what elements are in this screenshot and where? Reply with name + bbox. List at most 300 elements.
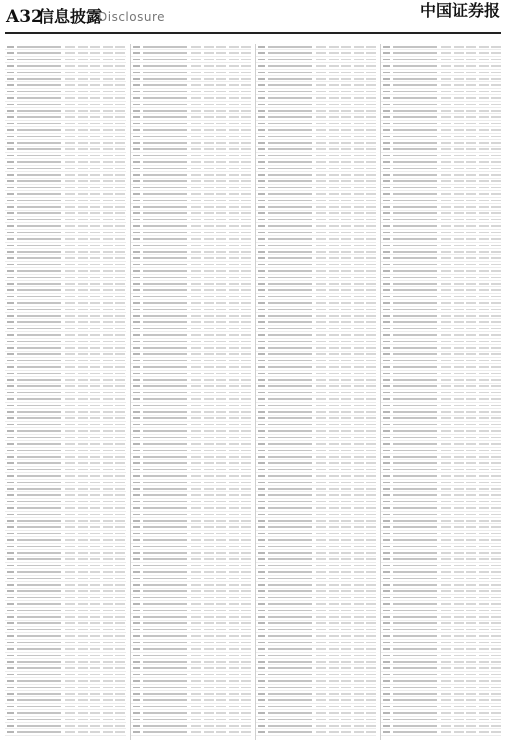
row-cell-placeholder: [229, 225, 239, 227]
row-cell-placeholder: [90, 232, 100, 234]
row-number-placeholder: [383, 341, 390, 343]
row-cell-placeholder: [466, 622, 476, 624]
row-cell-placeholder: [103, 655, 113, 657]
row-number-placeholder: [7, 494, 14, 496]
row-cell-placeholder: [466, 514, 476, 516]
row-cell-placeholder: [366, 72, 376, 74]
row-cell-placeholder: [479, 667, 489, 669]
row-cell-placeholder: [65, 52, 75, 54]
row-cell-placeholder: [115, 725, 125, 727]
row-cell-placeholder: [204, 603, 214, 605]
row-cell-placeholder: [316, 72, 326, 74]
row-name-placeholder: [17, 174, 61, 176]
row-cell-placeholder: [103, 699, 113, 701]
row-cell-placeholder: [191, 546, 201, 548]
row-cell-placeholder: [441, 136, 451, 138]
row-cell-placeholder: [466, 411, 476, 413]
row-name-placeholder: [17, 353, 61, 355]
row-cell-placeholder: [341, 731, 351, 733]
row-cell-placeholder: [341, 174, 351, 176]
row-cell-placeholder: [491, 341, 501, 343]
row-number-placeholder: [133, 373, 140, 375]
row-cell-placeholder: [115, 712, 125, 714]
row-cell-placeholder: [191, 84, 201, 86]
row-cell-placeholder: [115, 78, 125, 80]
row-name-placeholder: [393, 674, 437, 676]
row-cell-placeholder: [115, 520, 125, 522]
row-cell-placeholder: [78, 437, 88, 439]
row-cell-placeholder: [103, 315, 113, 317]
row-cell-placeholder: [115, 289, 125, 291]
row-cell-placeholder: [491, 430, 501, 432]
row-cell-placeholder: [216, 552, 226, 554]
row-cell-placeholder: [241, 469, 251, 471]
row-number-placeholder: [258, 584, 265, 586]
row-cell-placeholder: [65, 405, 75, 407]
row-cell-placeholder: [90, 180, 100, 182]
row-number-placeholder: [133, 104, 140, 106]
row-cell-placeholder: [204, 270, 214, 272]
row-name-placeholder: [17, 494, 61, 496]
row-name-placeholder: [17, 635, 61, 637]
row-name-placeholder: [17, 72, 61, 74]
row-cell-placeholder: [191, 277, 201, 279]
row-cell-placeholder: [341, 687, 351, 689]
row-cell-placeholder: [454, 123, 464, 125]
row-cell-placeholder: [103, 187, 113, 189]
row-cell-placeholder: [366, 84, 376, 86]
row-number-placeholder: [258, 392, 265, 394]
row-cell-placeholder: [103, 520, 113, 522]
row-cell-placeholder: [65, 200, 75, 202]
row-cell-placeholder: [366, 366, 376, 368]
row-name-placeholder: [268, 578, 312, 580]
row-name-placeholder: [393, 462, 437, 464]
row-number-placeholder: [383, 225, 390, 227]
row-name-placeholder: [268, 315, 312, 317]
row-name-placeholder: [393, 629, 437, 631]
row-cell-placeholder: [65, 469, 75, 471]
row-cell-placeholder: [454, 136, 464, 138]
table-column: [255, 44, 376, 740]
row-number-placeholder: [7, 616, 14, 618]
row-number-placeholder: [7, 65, 14, 67]
row-cell-placeholder: [316, 469, 326, 471]
row-cell-placeholder: [216, 635, 226, 637]
row-cell-placeholder: [103, 251, 113, 253]
row-cell-placeholder: [115, 46, 125, 48]
row-cell-placeholder: [103, 385, 113, 387]
row-number-placeholder: [383, 635, 390, 637]
row-cell-placeholder: [241, 373, 251, 375]
row-number-placeholder: [133, 482, 140, 484]
row-cell-placeholder: [115, 667, 125, 669]
row-cell-placeholder: [204, 315, 214, 317]
row-cell-placeholder: [65, 558, 75, 560]
row-number-placeholder: [383, 302, 390, 304]
row-number-placeholder: [383, 328, 390, 330]
row-name-placeholder: [393, 385, 437, 387]
row-number-placeholder: [258, 78, 265, 80]
row-cell-placeholder: [466, 687, 476, 689]
row-cell-placeholder: [341, 277, 351, 279]
row-cell-placeholder: [90, 731, 100, 733]
row-cell-placeholder: [366, 642, 376, 644]
row-cell-placeholder: [229, 424, 239, 426]
row-cell-placeholder: [78, 725, 88, 727]
row-number-placeholder: [258, 494, 265, 496]
row-cell-placeholder: [65, 667, 75, 669]
row-cell-placeholder: [454, 398, 464, 400]
row-cell-placeholder: [329, 104, 339, 106]
row-cell-placeholder: [204, 116, 214, 118]
row-cell-placeholder: [466, 635, 476, 637]
row-cell-placeholder: [466, 674, 476, 676]
row-cell-placeholder: [441, 168, 451, 170]
row-cell-placeholder: [441, 687, 451, 689]
row-name-placeholder: [143, 462, 187, 464]
row-cell-placeholder: [329, 187, 339, 189]
row-cell-placeholder: [441, 283, 451, 285]
row-name-placeholder: [17, 52, 61, 54]
row-cell-placeholder: [479, 155, 489, 157]
row-cell-placeholder: [454, 526, 464, 528]
row-cell-placeholder: [115, 123, 125, 125]
row-cell-placeholder: [341, 238, 351, 240]
row-cell-placeholder: [329, 648, 339, 650]
row-cell-placeholder: [329, 302, 339, 304]
row-cell-placeholder: [78, 526, 88, 528]
row-name-placeholder: [268, 456, 312, 458]
row-cell-placeholder: [216, 655, 226, 657]
row-cell-placeholder: [216, 629, 226, 631]
row-cell-placeholder: [366, 590, 376, 592]
row-cell-placeholder: [454, 283, 464, 285]
row-cell-placeholder: [466, 385, 476, 387]
row-cell-placeholder: [491, 289, 501, 291]
row-cell-placeholder: [204, 725, 214, 727]
row-cell-placeholder: [65, 180, 75, 182]
row-cell-placeholder: [329, 142, 339, 144]
row-cell-placeholder: [329, 680, 339, 682]
row-name-placeholder: [143, 347, 187, 349]
row-number-placeholder: [133, 123, 140, 125]
row-cell-placeholder: [491, 526, 501, 528]
row-cell-placeholder: [191, 296, 201, 298]
row-cell-placeholder: [78, 360, 88, 362]
row-cell-placeholder: [115, 411, 125, 413]
row-name-placeholder: [143, 78, 187, 80]
row-cell-placeholder: [454, 174, 464, 176]
row-cell-placeholder: [316, 116, 326, 118]
row-name-placeholder: [393, 437, 437, 439]
row-cell-placeholder: [204, 405, 214, 407]
row-cell-placeholder: [466, 309, 476, 311]
row-number-placeholder: [133, 462, 140, 464]
row-name-placeholder: [393, 603, 437, 605]
row-cell-placeholder: [229, 142, 239, 144]
row-number-placeholder: [383, 46, 390, 48]
row-cell-placeholder: [354, 155, 364, 157]
row-number-placeholder: [133, 72, 140, 74]
row-cell-placeholder: [204, 687, 214, 689]
row-cell-placeholder: [466, 353, 476, 355]
row-number-placeholder: [7, 302, 14, 304]
row-name-placeholder: [393, 168, 437, 170]
row-cell-placeholder: [441, 558, 451, 560]
row-name-placeholder: [393, 430, 437, 432]
row-number-placeholder: [383, 257, 390, 259]
row-cell-placeholder: [103, 706, 113, 708]
row-name-placeholder: [17, 283, 61, 285]
table-row: [381, 729, 501, 735]
row-cell-placeholder: [65, 123, 75, 125]
row-cell-placeholder: [441, 712, 451, 714]
row-cell-placeholder: [479, 187, 489, 189]
row-name-placeholder: [143, 603, 187, 605]
row-cell-placeholder: [241, 699, 251, 701]
row-cell-placeholder: [454, 450, 464, 452]
row-number-placeholder: [133, 116, 140, 118]
row-cell-placeholder: [115, 91, 125, 93]
row-cell-placeholder: [78, 417, 88, 419]
row-cell-placeholder: [65, 155, 75, 157]
row-cell-placeholder: [466, 315, 476, 317]
row-number-placeholder: [133, 712, 140, 714]
row-name-placeholder: [268, 398, 312, 400]
row-cell-placeholder: [354, 315, 364, 317]
row-cell-placeholder: [454, 347, 464, 349]
row-number-placeholder: [383, 97, 390, 99]
row-cell-placeholder: [241, 494, 251, 496]
row-cell-placeholder: [441, 616, 451, 618]
row-number-placeholder: [383, 174, 390, 176]
row-number-placeholder: [383, 526, 390, 528]
row-cell-placeholder: [491, 59, 501, 61]
row-name-placeholder: [268, 699, 312, 701]
row-cell-placeholder: [491, 168, 501, 170]
row-number-placeholder: [133, 655, 140, 657]
table-column: [130, 44, 251, 740]
row-cell-placeholder: [454, 469, 464, 471]
row-name-placeholder: [17, 193, 61, 195]
row-cell-placeholder: [229, 494, 239, 496]
row-cell-placeholder: [479, 731, 489, 733]
row-cell-placeholder: [354, 206, 364, 208]
row-cell-placeholder: [491, 507, 501, 509]
row-cell-placeholder: [454, 270, 464, 272]
row-cell-placeholder: [191, 129, 201, 131]
row-cell-placeholder: [65, 360, 75, 362]
row-cell-placeholder: [78, 501, 88, 503]
row-cell-placeholder: [441, 341, 451, 343]
row-cell-placeholder: [103, 65, 113, 67]
row-cell-placeholder: [241, 257, 251, 259]
row-cell-placeholder: [316, 187, 326, 189]
row-cell-placeholder: [229, 719, 239, 721]
row-cell-placeholder: [115, 161, 125, 163]
row-cell-placeholder: [78, 629, 88, 631]
row-cell-placeholder: [229, 251, 239, 253]
row-cell-placeholder: [454, 520, 464, 522]
row-cell-placeholder: [90, 257, 100, 259]
row-cell-placeholder: [115, 270, 125, 272]
row-cell-placeholder: [479, 424, 489, 426]
row-cell-placeholder: [454, 328, 464, 330]
row-name-placeholder: [17, 148, 61, 150]
row-cell-placeholder: [115, 437, 125, 439]
row-cell-placeholder: [191, 635, 201, 637]
row-cell-placeholder: [316, 565, 326, 567]
row-cell-placeholder: [491, 116, 501, 118]
row-number-placeholder: [258, 72, 265, 74]
row-cell-placeholder: [329, 411, 339, 413]
row-cell-placeholder: [204, 629, 214, 631]
row-number-placeholder: [383, 398, 390, 400]
row-name-placeholder: [268, 603, 312, 605]
row-number-placeholder: [133, 257, 140, 259]
row-name-placeholder: [393, 321, 437, 323]
row-cell-placeholder: [204, 469, 214, 471]
row-number-placeholder: [7, 123, 14, 125]
row-number-placeholder: [7, 142, 14, 144]
row-name-placeholder: [268, 65, 312, 67]
row-cell-placeholder: [229, 104, 239, 106]
row-cell-placeholder: [454, 65, 464, 67]
row-number-placeholder: [7, 225, 14, 227]
row-number-placeholder: [258, 731, 265, 733]
row-cell-placeholder: [241, 610, 251, 612]
row-cell-placeholder: [341, 257, 351, 259]
row-cell-placeholder: [341, 533, 351, 535]
row-cell-placeholder: [115, 610, 125, 612]
row-number-placeholder: [7, 405, 14, 407]
row-cell-placeholder: [216, 334, 226, 336]
row-cell-placeholder: [466, 91, 476, 93]
row-name-placeholder: [268, 539, 312, 541]
row-number-placeholder: [258, 174, 265, 176]
row-cell-placeholder: [354, 398, 364, 400]
row-cell-placeholder: [115, 635, 125, 637]
row-cell-placeholder: [341, 514, 351, 516]
row-number-placeholder: [258, 616, 265, 618]
row-cell-placeholder: [204, 347, 214, 349]
row-cell-placeholder: [479, 590, 489, 592]
row-cell-placeholder: [78, 238, 88, 240]
row-number-placeholder: [133, 385, 140, 387]
row-cell-placeholder: [65, 116, 75, 118]
row-name-placeholder: [393, 366, 437, 368]
row-cell-placeholder: [366, 219, 376, 221]
row-cell-placeholder: [329, 405, 339, 407]
row-cell-placeholder: [241, 129, 251, 131]
row-cell-placeholder: [316, 110, 326, 112]
row-name-placeholder: [268, 110, 312, 112]
row-cell-placeholder: [441, 462, 451, 464]
row-cell-placeholder: [216, 187, 226, 189]
row-name-placeholder: [17, 571, 61, 573]
row-cell-placeholder: [454, 302, 464, 304]
row-cell-placeholder: [454, 706, 464, 708]
row-name-placeholder: [268, 590, 312, 592]
row-name-placeholder: [393, 116, 437, 118]
row-number-placeholder: [383, 488, 390, 490]
row-cell-placeholder: [216, 693, 226, 695]
row-cell-placeholder: [229, 238, 239, 240]
row-number-placeholder: [7, 731, 14, 733]
row-cell-placeholder: [329, 469, 339, 471]
row-cell-placeholder: [479, 610, 489, 612]
row-name-placeholder: [17, 514, 61, 516]
row-cell-placeholder: [90, 373, 100, 375]
row-cell-placeholder: [204, 533, 214, 535]
row-cell-placeholder: [103, 379, 113, 381]
row-cell-placeholder: [341, 526, 351, 528]
row-cell-placeholder: [454, 46, 464, 48]
row-name-placeholder: [268, 251, 312, 253]
row-cell-placeholder: [191, 398, 201, 400]
row-number-placeholder: [133, 334, 140, 336]
row-cell-placeholder: [329, 296, 339, 298]
row-cell-placeholder: [78, 277, 88, 279]
row-cell-placeholder: [491, 590, 501, 592]
row-cell-placeholder: [366, 405, 376, 407]
row-cell-placeholder: [191, 610, 201, 612]
row-cell-placeholder: [65, 552, 75, 554]
row-cell-placeholder: [78, 610, 88, 612]
row-cell-placeholder: [229, 328, 239, 330]
row-name-placeholder: [393, 72, 437, 74]
row-cell-placeholder: [216, 719, 226, 721]
row-name-placeholder: [143, 546, 187, 548]
row-cell-placeholder: [216, 155, 226, 157]
row-number-placeholder: [383, 65, 390, 67]
row-cell-placeholder: [341, 360, 351, 362]
row-cell-placeholder: [329, 578, 339, 580]
row-number-placeholder: [383, 373, 390, 375]
row-name-placeholder: [268, 296, 312, 298]
row-cell-placeholder: [216, 706, 226, 708]
row-cell-placeholder: [479, 219, 489, 221]
row-cell-placeholder: [229, 616, 239, 618]
row-cell-placeholder: [78, 84, 88, 86]
row-cell-placeholder: [216, 283, 226, 285]
row-cell-placeholder: [354, 546, 364, 548]
row-cell-placeholder: [341, 289, 351, 291]
row-number-placeholder: [383, 193, 390, 195]
row-name-placeholder: [393, 443, 437, 445]
row-number-placeholder: [258, 610, 265, 612]
row-cell-placeholder: [491, 629, 501, 631]
row-name-placeholder: [143, 552, 187, 554]
row-cell-placeholder: [229, 148, 239, 150]
row-cell-placeholder: [479, 552, 489, 554]
row-cell-placeholder: [341, 129, 351, 131]
row-cell-placeholder: [466, 78, 476, 80]
row-number-placeholder: [383, 437, 390, 439]
row-cell-placeholder: [216, 667, 226, 669]
row-cell-placeholder: [354, 565, 364, 567]
row-number-placeholder: [258, 622, 265, 624]
row-cell-placeholder: [65, 424, 75, 426]
row-cell-placeholder: [491, 251, 501, 253]
row-cell-placeholder: [466, 693, 476, 695]
row-cell-placeholder: [454, 462, 464, 464]
row-cell-placeholder: [90, 424, 100, 426]
row-cell-placeholder: [103, 610, 113, 612]
row-cell-placeholder: [316, 687, 326, 689]
row-cell-placeholder: [204, 424, 214, 426]
